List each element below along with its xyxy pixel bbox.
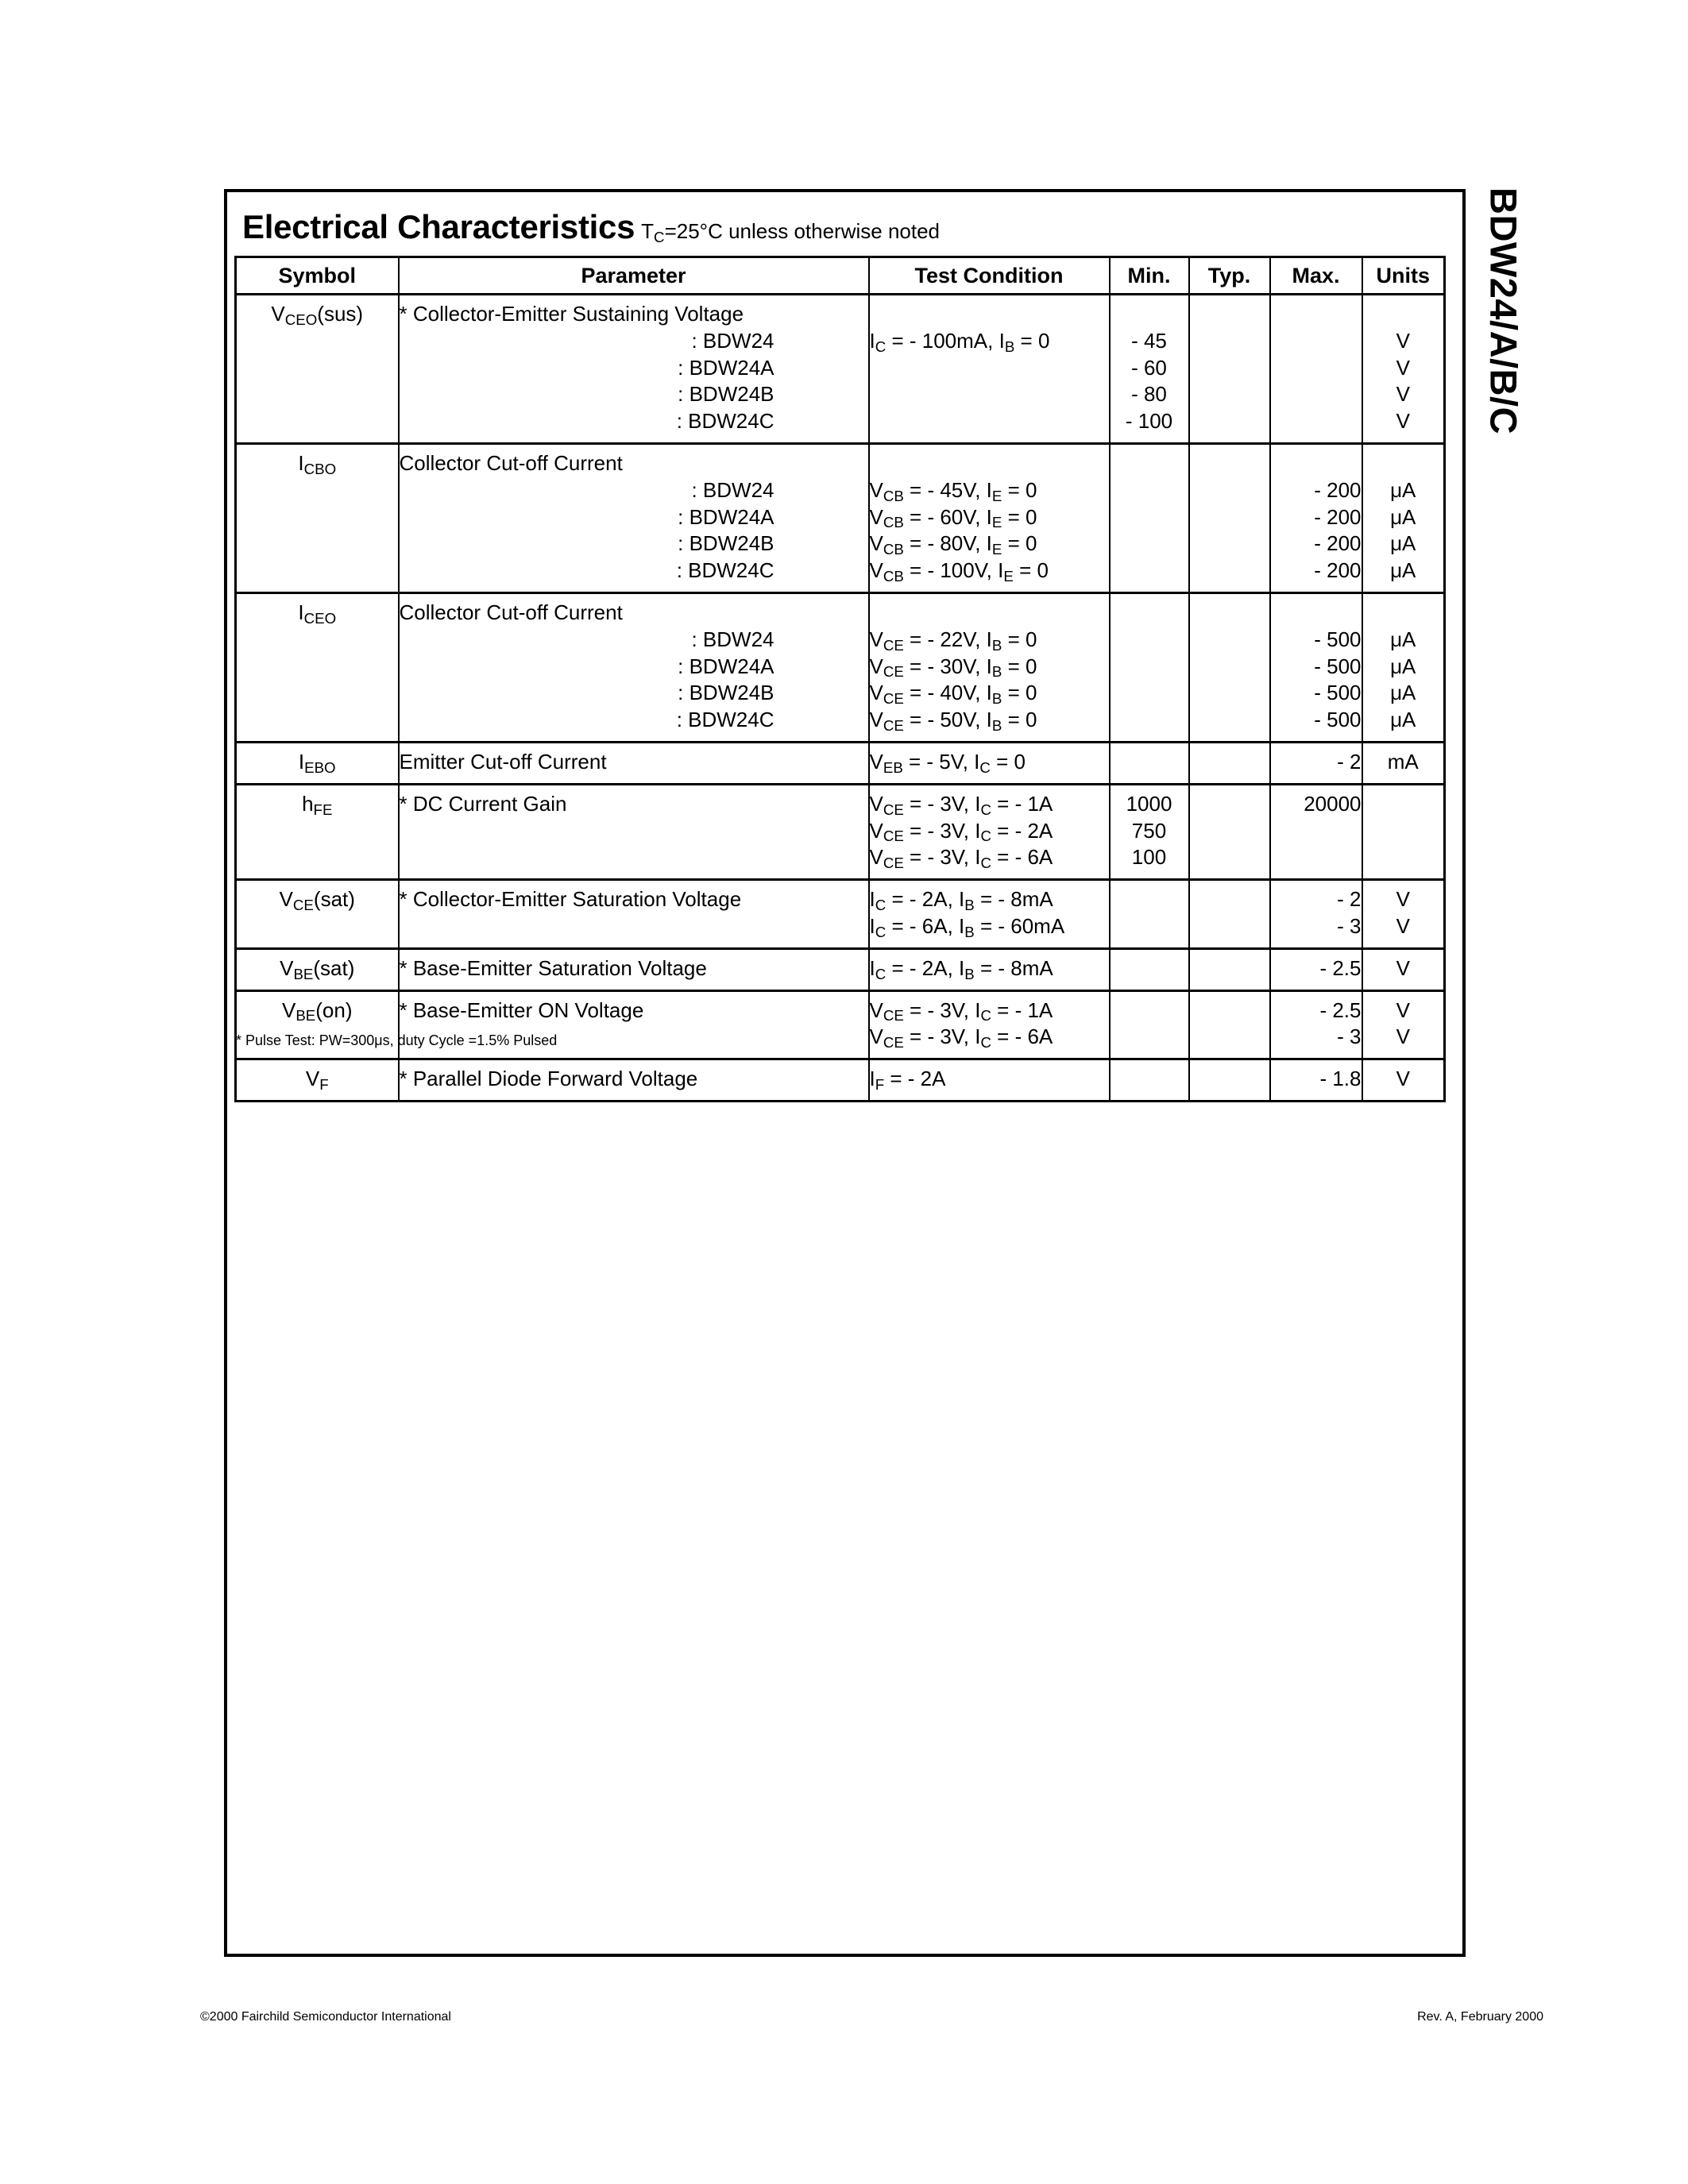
- column-header-symbol: Symbol: [236, 257, 399, 295]
- table-row: [236, 443, 1445, 592]
- cell-units: mA: [1362, 742, 1445, 784]
- cell-min: [1110, 880, 1189, 949]
- subtitle-pre: T: [641, 219, 655, 243]
- cell-typ: [1189, 742, 1270, 784]
- cell-max: - 1.8: [1270, 1059, 1362, 1102]
- section-subtitle: [641, 219, 940, 243]
- cell-units: V V: [1362, 880, 1445, 949]
- cell-symbol: $V_{CEO}(sus)$: [236, 295, 399, 444]
- cell-test-condition: $V_{CE}$ = - 3V, $I_C$ = - 1A $V_{CE}$ = - 3V, $I_C$ = - 2A $V_{CE}$ = - 3V, $I_C$ = - 6A: [869, 784, 1110, 879]
- cell-units: V V: [1362, 990, 1445, 1059]
- subtitle-sub: C: [654, 228, 665, 245]
- subtitle-post: =25°C unless otherwise noted: [664, 219, 941, 243]
- table-row: [236, 948, 1445, 990]
- cell-test-condition: $I_F$ = - 2A: [869, 1059, 1110, 1102]
- cell-units: [1362, 784, 1445, 879]
- column-header-min: Min.: [1110, 257, 1189, 295]
- column-header-test-condition: Test Condition: [869, 257, 1110, 295]
- cell-parameter: * Collector-Emitter Sustaining Voltage : BDW24 : BDW24A : BDW24B : BDW24C: [399, 295, 869, 444]
- cell-max: - 500 - 500 - 500 - 500: [1270, 592, 1362, 742]
- cell-typ: [1189, 1059, 1270, 1102]
- cell-typ: [1189, 592, 1270, 742]
- cell-symbol: $I_{EBO}$: [236, 742, 399, 784]
- cell-typ: [1189, 948, 1270, 990]
- section-title: Electrical Characteristics: [242, 208, 635, 245]
- cell-max: - 2 - 3: [1270, 880, 1362, 949]
- cell-typ: [1189, 295, 1270, 444]
- table-row: [236, 1059, 1445, 1102]
- cell-test-condition: $V_{CE}$ = - 22V, $I_B = 0$ $V_{CE}$ = - 30V, $I_B = 0$ $V_{CE}$ = - 40V, $I_B = 0$ $V_{CE}$ = - 50V, $I_B = 0$: [869, 592, 1110, 742]
- table-body: [236, 295, 1445, 1102]
- cell-symbol: $V_{BE}(on)$: [236, 990, 399, 1059]
- table-row: [236, 880, 1445, 949]
- cell-test-condition: $I_C$ = - 100mA, $I_B = 0$: [869, 295, 1110, 444]
- cell-typ: [1189, 880, 1270, 949]
- cell-test-condition: $V_{EB}$ = - 5V, $I_C = 0$: [869, 742, 1110, 784]
- cell-parameter: * DC Current Gain: [399, 784, 869, 879]
- footer-revision: Rev. A, February 2000: [1417, 2010, 1543, 2024]
- cell-symbol: $I_{CEO}$: [236, 592, 399, 742]
- cell-min: [1110, 443, 1189, 592]
- cell-max: - 2.5 - 3: [1270, 990, 1362, 1059]
- part-number-text: BDW24/A/B/C: [1482, 187, 1525, 435]
- cell-max: [1270, 295, 1362, 444]
- cell-max: 20000: [1270, 784, 1362, 879]
- table-row: [236, 592, 1445, 742]
- table-header-row: [236, 257, 1445, 295]
- table-row: [236, 742, 1445, 784]
- cell-min: [1110, 742, 1189, 784]
- cell-test-condition: $I_C$ = - 2A, $I_B$ = - 8mA $I_C$ = - 6A, $I_B$ = - 60mA: [869, 880, 1110, 949]
- cell-parameter: * Base-Emitter Saturation Voltage: [399, 948, 869, 990]
- cell-min: [1110, 1059, 1189, 1102]
- table-row: [236, 784, 1445, 879]
- cell-parameter: * Base-Emitter ON Voltage: [399, 990, 869, 1059]
- cell-parameter: Collector Cut-off Current : BDW24 : BDW24A : BDW24B : BDW24C: [399, 443, 869, 592]
- cell-parameter: Emitter Cut-off Current: [399, 742, 869, 784]
- column-header-parameter: Parameter: [399, 257, 869, 295]
- cell-units: V V V V: [1362, 295, 1445, 444]
- cell-typ: [1189, 784, 1270, 879]
- column-header-typ: Typ.: [1189, 257, 1270, 295]
- cell-symbol: $I_{CBO}$: [236, 443, 399, 592]
- cell-symbol: $V_F$: [236, 1059, 399, 1102]
- cell-parameter: * Collector-Emitter Saturation Voltage: [399, 880, 869, 949]
- cell-min: [1110, 990, 1189, 1059]
- cell-min: [1110, 948, 1189, 990]
- cell-parameter: Collector Cut-off Current : BDW24 : BDW24A : BDW24B : BDW24C: [399, 592, 869, 742]
- column-header-units: Units: [1362, 257, 1445, 295]
- cell-symbol: $V_{BE}(sat)$: [236, 948, 399, 990]
- table-row: [236, 295, 1445, 444]
- section-heading: [242, 208, 940, 246]
- cell-max: - 2: [1270, 742, 1362, 784]
- cell-test-condition: $I_C$ = - 2A, $I_B$ = - 8mA: [869, 948, 1110, 990]
- cell-min: [1110, 592, 1189, 742]
- cell-units: V: [1362, 948, 1445, 990]
- cell-units: μA μA μA μA: [1362, 443, 1445, 592]
- cell-test-condition: $V_{CB}$ = - 45V, $I_E = 0$ $V_{CB}$ = - 60V, $I_E = 0$ $V_{CB}$ = - 80V, $I_E = 0$ $V_{CB}$ = - 100V, $I_E = 0$: [869, 443, 1110, 592]
- cell-units: V: [1362, 1059, 1445, 1102]
- cell-min: 1000 750 100: [1110, 784, 1189, 879]
- column-header-max: Max.: [1270, 257, 1362, 295]
- cell-symbol: $h_{FE}$: [236, 784, 399, 879]
- cell-max: - 2.5: [1270, 948, 1362, 990]
- cell-typ: [1189, 443, 1270, 592]
- pulse-test-footnote: * Pulse Test: PW=300μs, duty Cycle =1.5% Pulsed: [236, 1032, 558, 1048]
- cell-typ: [1189, 990, 1270, 1059]
- cell-test-condition: $V_{CE}$ = - 3V, $I_C$ = - 1A $V_{CE}$ = - 3V, $I_C$ = - 6A: [869, 990, 1110, 1059]
- cell-min: - 45 - 60 - 80 - 100: [1110, 295, 1189, 444]
- electrical-characteristics-table: [234, 256, 1446, 1102]
- cell-parameter: * Parallel Diode Forward Voltage: [399, 1059, 869, 1102]
- footer-copyright: ©2000 Fairchild Semiconductor International: [200, 2010, 451, 2024]
- cell-units: μA μA μA μA: [1362, 592, 1445, 742]
- part-number-side-tab: [1476, 187, 1532, 632]
- cell-symbol: $V_{CE}(sat)$: [236, 880, 399, 949]
- cell-max: - 200 - 200 - 200 - 200: [1270, 443, 1362, 592]
